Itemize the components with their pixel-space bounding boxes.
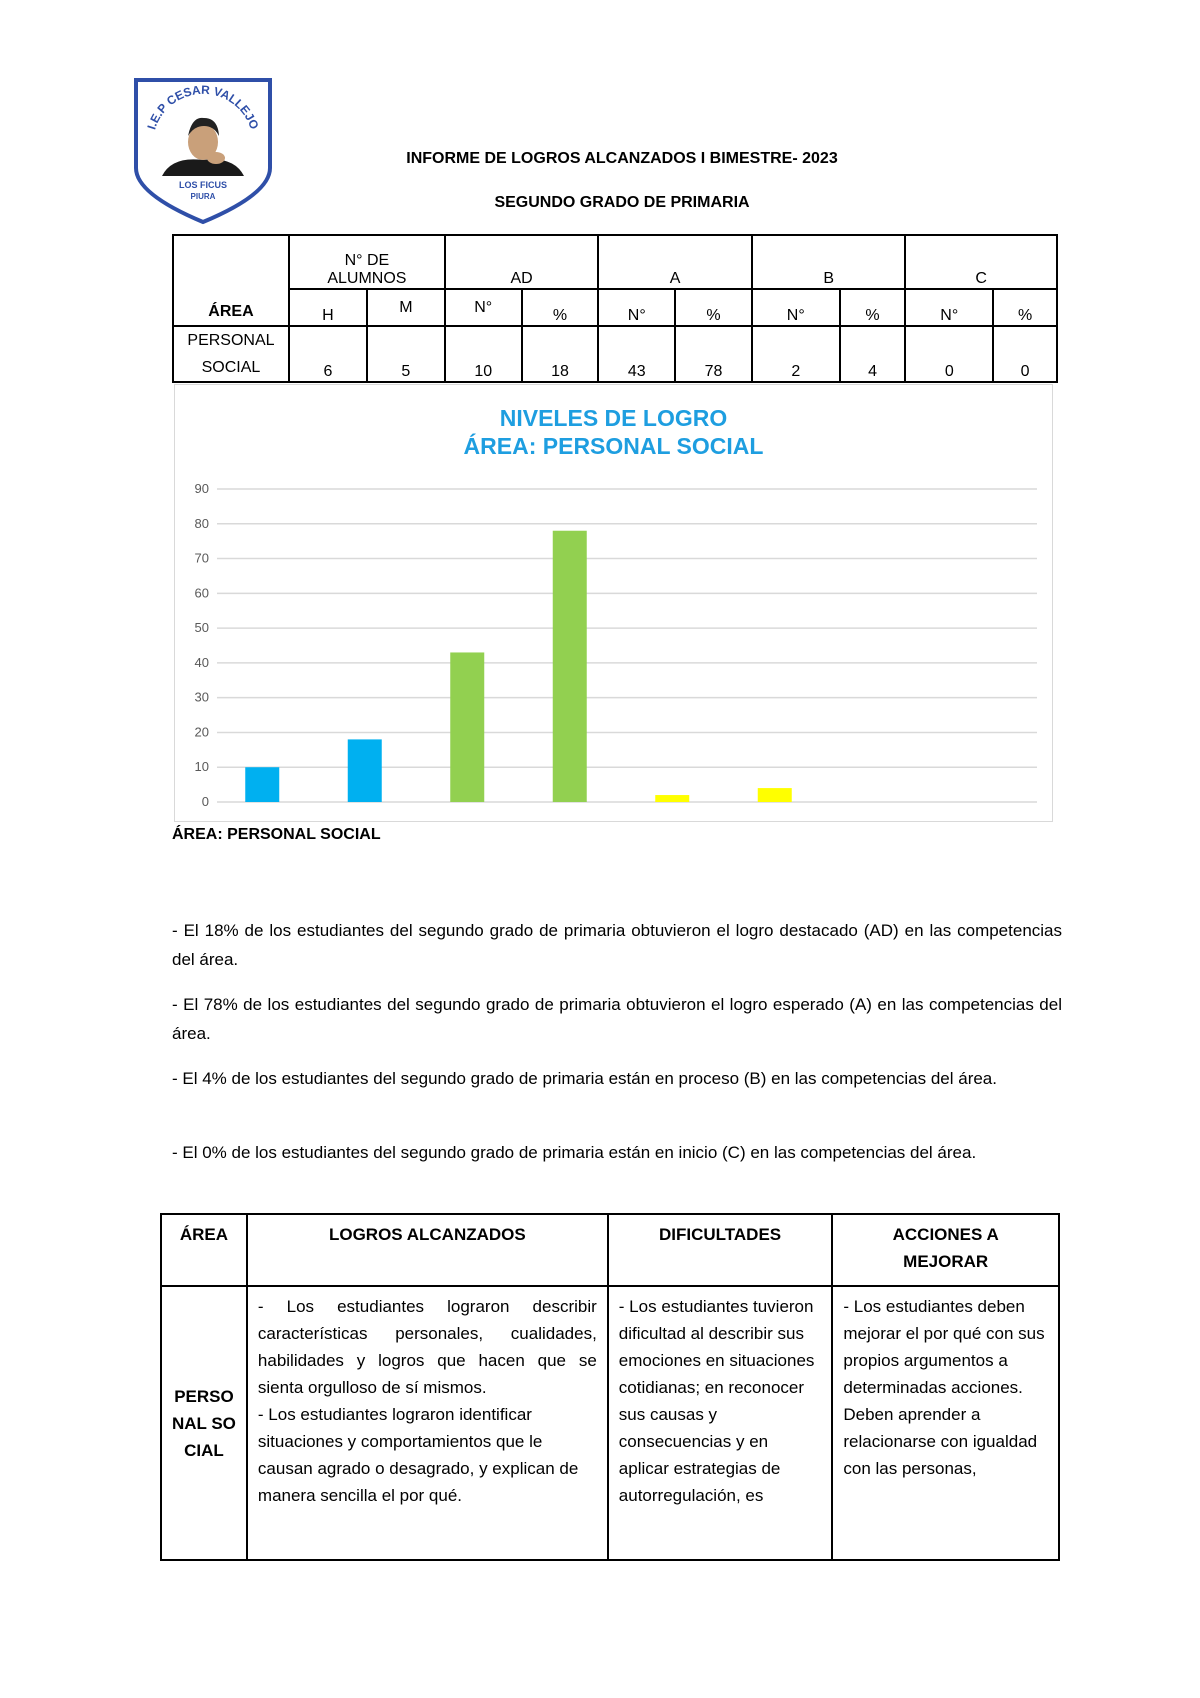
grades-table xyxy=(172,234,1058,383)
y-tick-label: 30 xyxy=(194,689,209,705)
detail-acciones: - Los estudiantes deben mejorar el por qué con sus propios argumentos a determinadas acciones. Deben aprender a relacionarse con igualdad con las personas, xyxy=(832,1286,1059,1560)
detail-logros xyxy=(247,1286,608,1560)
row-h: 6 xyxy=(289,326,367,382)
bar-chart xyxy=(174,384,1053,822)
summary-paragraph-c: - El 0% de los estudiantes del segundo grado de primaria están en inicio (C) en las competencias del área. xyxy=(172,1143,977,1162)
level-b-header: B xyxy=(752,235,906,289)
detail-dificultades: - Los estudiantes tuvieron dificultad al describir sus emociones en situaciones cotidianas; en reconocer sus causas y consecuencias y en aplicar estrategias de autorregulación, es xyxy=(608,1286,833,1560)
a-n-header: N° xyxy=(598,289,675,326)
summary-paragraph-b: - El 4% de los estudiantes del segundo grado de primaria están en proceso (B) en las competencias del área. xyxy=(172,1069,997,1088)
y-tick-label: 0 xyxy=(201,794,209,809)
row-area: PERSONAL SOCIAL xyxy=(173,326,289,382)
row-b-pct: 4 xyxy=(840,326,906,382)
detail-header-acciones: ACCIONES A MEJORAR xyxy=(832,1214,1059,1286)
c-n-header: N° xyxy=(905,289,993,326)
bar-apct xyxy=(553,531,587,802)
chart-title: NIVELES DE LOGRO xyxy=(499,405,728,431)
y-tick-label: 10 xyxy=(194,759,209,775)
summary-paragraph-ad: - El 18% de los estudiantes del segundo grado de primaria obtuvieron el logro destacado (AD) en las competencias del área. xyxy=(172,921,1062,969)
bar-b-n xyxy=(655,795,689,802)
logros-item-2: - Los estudiantes lograron identificar situaciones y comportamientos que le causan agrado o desagrado, y explican de manera sencilla el por qué. xyxy=(257,1405,579,1505)
row-b-n: 2 xyxy=(752,326,840,382)
report-subtitle: SEGUNDO GRADO DE PRIMARIA xyxy=(494,194,750,211)
m-header: M xyxy=(367,289,445,326)
c-pct-header: % xyxy=(993,289,1057,326)
y-tick-label: 50 xyxy=(194,620,209,636)
area-header: ÁREA xyxy=(173,235,289,326)
y-tick-label: 70 xyxy=(194,550,209,566)
detail-header-dificultades: DIFICULTADES xyxy=(608,1214,833,1286)
h-header: H xyxy=(289,289,367,326)
row-c-pct: 0 xyxy=(993,326,1057,382)
bar-a-n xyxy=(450,652,484,802)
achievements-table xyxy=(160,1213,1060,1561)
row-ad-n: 10 xyxy=(445,326,522,382)
row-c-n: 0 xyxy=(905,326,993,382)
chart-subtitle: ÁREA: PERSONAL SOCIAL xyxy=(463,433,764,459)
level-a-header: A xyxy=(598,235,752,289)
row-a-n: 43 xyxy=(598,326,675,382)
bar-bpct xyxy=(758,788,792,802)
area-caption: ÁREA: PERSONAL SOCIAL xyxy=(172,826,381,843)
level-ad-header: AD xyxy=(445,235,599,289)
row-ad-pct: 18 xyxy=(522,326,599,382)
y-tick-label: 40 xyxy=(194,654,209,670)
y-tick-label: 80 xyxy=(194,515,209,531)
chart-plot xyxy=(175,385,1052,821)
ad-pct-header: % xyxy=(522,289,599,326)
level-c-header: C xyxy=(905,235,1057,289)
detail-header-area: ÁREA xyxy=(161,1214,247,1286)
bar-adpct xyxy=(348,739,382,802)
students-header: N° DE ALUMNOS xyxy=(289,235,445,289)
logo-city: PIURA xyxy=(190,192,216,201)
detail-header-logros: LOGROS ALCANZADOS xyxy=(247,1214,608,1286)
logo-place: LOS FICUS xyxy=(178,180,228,190)
ad-n-header: N° xyxy=(445,289,522,326)
logo-school-name: I.E.P CESAR VALLEJO xyxy=(144,82,262,132)
logros-item-1: - Los estudiantes lograron describir características personales, cualidades, habilidades y logros que hacen que se sienta orgulloso de sí mismos. xyxy=(257,1297,597,1397)
bar-ad-n xyxy=(245,767,279,802)
row-a-pct: 78 xyxy=(675,326,752,382)
report-title: INFORME DE LOGROS ALCANZADOS I BIMESTRE- 2023 xyxy=(406,150,838,167)
y-tick-label: 90 xyxy=(194,481,209,496)
row-m: 5 xyxy=(367,326,445,382)
summary-paragraph-a: - El 78% de los estudiantes del segundo grado de primaria obtuvieron el logro esperado (A) en las competencias del área. xyxy=(172,995,1062,1043)
detail-area: PERSONAL SOCIAL xyxy=(161,1286,247,1560)
y-tick-label: 20 xyxy=(194,724,209,740)
y-tick-label: 60 xyxy=(194,585,209,601)
b-pct-header: % xyxy=(840,289,906,326)
b-n-header: N° xyxy=(752,289,840,326)
a-pct-header: % xyxy=(675,289,752,326)
